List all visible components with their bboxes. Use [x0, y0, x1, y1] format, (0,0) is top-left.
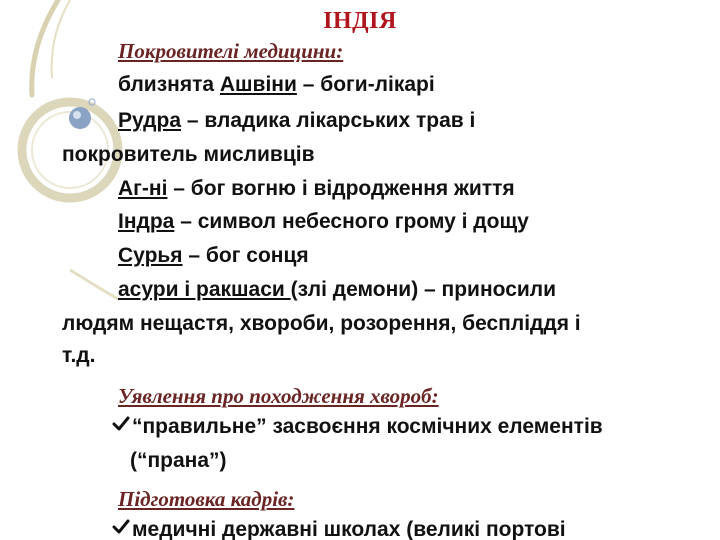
term-text: асури і ракшаси [118, 278, 291, 301]
bullet-item [112, 414, 603, 440]
rest-text: – бог сонця [182, 244, 309, 267]
text-line [118, 108, 475, 134]
text-line: людям нещастя, хвороби, розорення, бесплiддя і [62, 312, 581, 335]
bullet-item [112, 517, 566, 540]
text-line [118, 243, 309, 269]
term-text: Сурья [118, 244, 183, 267]
plain-text: близнята [118, 73, 220, 96]
rest-text: – символ небесного грому і дощу [174, 210, 529, 233]
term-text: Аг-ні [118, 177, 168, 200]
term-text: Ашвіни [219, 73, 297, 96]
check-icon [112, 517, 130, 540]
rest-text: (злі демони) – приносили [290, 278, 557, 301]
text-line [118, 209, 529, 235]
rest-text: – боги-лікарі [296, 73, 435, 96]
text-line [118, 176, 515, 202]
bullet-continuation: (“прана”) [130, 449, 227, 472]
slide-title: ІНДІЯ [323, 8, 397, 34]
bullet-text: медичні державні школах (великі портові [132, 518, 566, 540]
text-line [118, 277, 556, 303]
rest-text: – бог вогню і відродження життя [167, 177, 515, 200]
bullet-text: “правильне” засвоєння космічних елементів [132, 415, 603, 438]
section-heading-patrons: Покровителі медицини: [118, 39, 344, 63]
term-text: Рудра [118, 109, 181, 132]
section-heading-disease-origin: Уявлення про походження хвороб: [118, 384, 439, 408]
section-heading-training: Підготовка кадрів: [118, 487, 295, 511]
text-line: т.д. [62, 344, 96, 367]
text-line [118, 72, 435, 98]
rest-text: – владика лікарських трав і [181, 109, 476, 132]
term-text: Індра [118, 210, 175, 233]
check-icon [112, 414, 130, 440]
text-line: покровитель мисливців [62, 143, 315, 166]
